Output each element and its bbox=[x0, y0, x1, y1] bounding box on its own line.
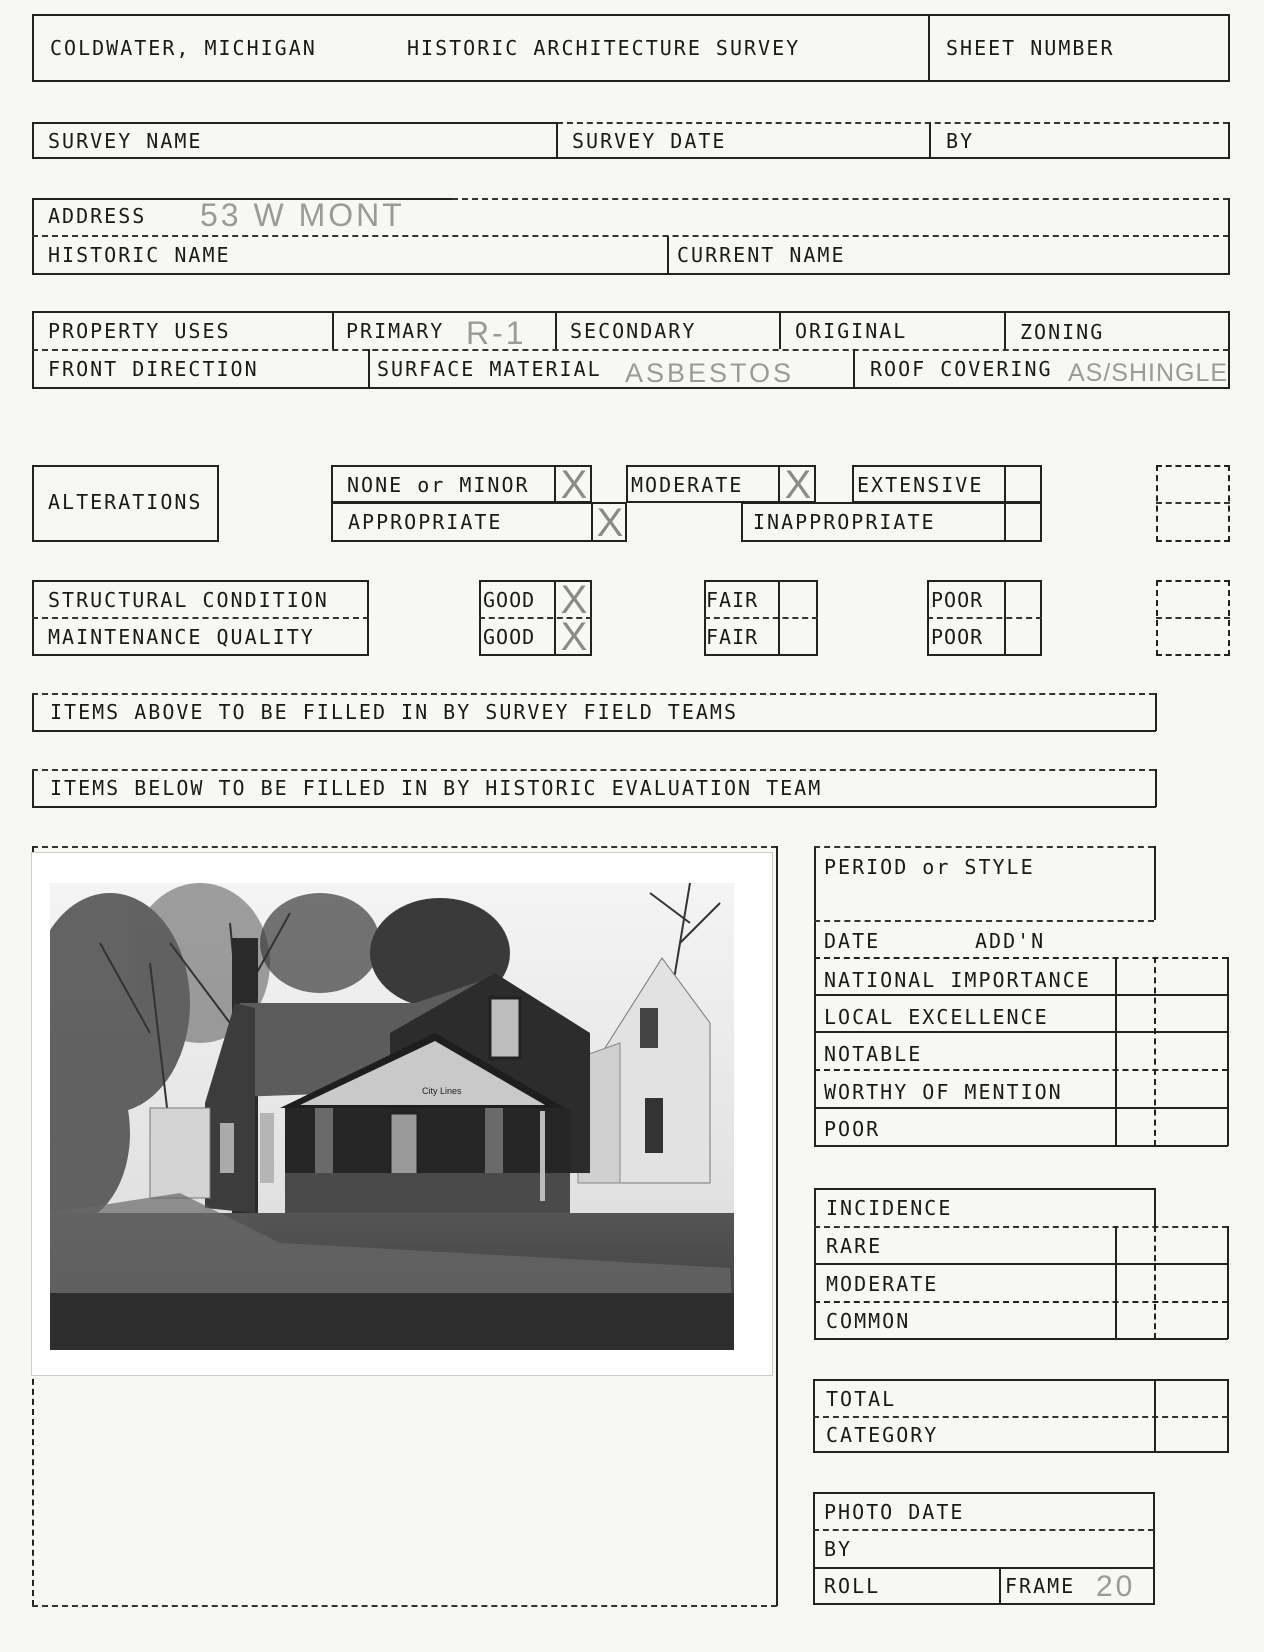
maintenance-good-label: GOOD bbox=[483, 625, 536, 649]
structural-condition-label: STRUCTURAL CONDITION bbox=[48, 588, 329, 612]
appropriate-label: APPROPRIATE bbox=[348, 510, 503, 534]
address-value: 53 W MONT bbox=[200, 197, 405, 233]
structural-poor-label: POOR bbox=[931, 588, 984, 612]
porch-sign: City Lines bbox=[422, 1086, 462, 1096]
street bbox=[50, 1293, 734, 1350]
frame-label: FRAME bbox=[1005, 1574, 1076, 1598]
house-photo bbox=[50, 883, 734, 1350]
eval-local-excellence: LOCAL EXCELLENCE bbox=[824, 1005, 1049, 1029]
structural-good-check[interactable]: X bbox=[560, 578, 588, 622]
photo-by-label: BY bbox=[824, 1537, 853, 1561]
incidence-label: INCIDENCE bbox=[826, 1196, 953, 1220]
date-label: DATE bbox=[824, 929, 881, 953]
city-title: COLDWATER, MICHIGAN bbox=[50, 36, 317, 60]
incidence-rare: RARE bbox=[826, 1234, 883, 1258]
maintenance-poor-label: POOR bbox=[931, 625, 984, 649]
maintenance-quality-label: MAINTENANCE QUALITY bbox=[48, 625, 315, 649]
moderate-label: MODERATE bbox=[631, 473, 744, 497]
structural-fair-label: FAIR bbox=[706, 588, 759, 612]
property-uses-label: PROPERTY USES bbox=[48, 319, 231, 343]
primary-label: PRIMARY bbox=[346, 319, 445, 343]
front-direction-label: FRONT DIRECTION bbox=[48, 357, 259, 381]
alterations-label: ALTERATIONS bbox=[48, 490, 203, 514]
incidence-common: COMMON bbox=[826, 1309, 911, 1333]
surface-material-value: ASBESTOS bbox=[625, 358, 795, 388]
primary-value: R-1 bbox=[466, 315, 527, 351]
appropriate-check[interactable]: X bbox=[596, 501, 624, 545]
none-minor-label: NONE or MINOR bbox=[347, 473, 530, 497]
photo-date-label: PHOTO DATE bbox=[824, 1500, 965, 1524]
roof-covering-value: AS/SHINGLE bbox=[1068, 359, 1229, 387]
total-label: TOTAL bbox=[826, 1387, 897, 1411]
category-label: CATEGORY bbox=[826, 1423, 939, 1447]
frame-value: 20 bbox=[1096, 1570, 1136, 1603]
note-evaluation-team: ITEMS BELOW TO BE FILLED IN BY HISTORIC EVALUATION TEAM bbox=[50, 776, 823, 800]
eval-worthy-of-mention: WORTHY OF MENTION bbox=[824, 1080, 1063, 1104]
note-field-teams: ITEMS ABOVE TO BE FILLED IN BY SURVEY FIELD TEAMS bbox=[50, 700, 739, 724]
eval-notable: NOTABLE bbox=[824, 1042, 923, 1066]
historic-name-label: HISTORIC NAME bbox=[48, 243, 231, 267]
surface-material-label: SURFACE MATERIAL bbox=[377, 357, 602, 381]
inappropriate-label: INAPPROPRIATE bbox=[753, 510, 936, 534]
address-label: ADDRESS bbox=[48, 204, 147, 228]
roll-label: ROLL bbox=[824, 1574, 881, 1598]
secondary-label: SECONDARY bbox=[570, 319, 697, 343]
extensive-label: EXTENSIVE bbox=[857, 473, 984, 497]
current-name-label: CURRENT NAME bbox=[677, 243, 846, 267]
sheet-number-label: SHEET NUMBER bbox=[946, 36, 1115, 60]
period-style-label: PERIOD or STYLE bbox=[824, 855, 1035, 879]
survey-name-label: SURVEY NAME bbox=[48, 129, 203, 153]
structural-good-label: GOOD bbox=[483, 588, 536, 612]
survey-title: HISTORIC ARCHITECTURE SURVEY bbox=[407, 36, 801, 60]
incidence-moderate: MODERATE bbox=[826, 1272, 939, 1296]
eval-national-importance: NATIONAL IMPORTANCE bbox=[824, 968, 1091, 992]
eval-poor: POOR bbox=[824, 1117, 881, 1141]
survey-by-label: BY bbox=[946, 129, 975, 153]
maintenance-good-check[interactable]: X bbox=[560, 615, 588, 659]
maintenance-fair-label: FAIR bbox=[706, 625, 759, 649]
roof-covering-label: ROOF COVERING bbox=[870, 357, 1053, 381]
original-label: ORIGINAL bbox=[795, 319, 908, 343]
none-minor-check[interactable]: X bbox=[560, 463, 588, 507]
survey-date-label: SURVEY DATE bbox=[572, 129, 727, 153]
zoning-label: ZONING bbox=[1020, 320, 1105, 344]
moderate-check[interactable]: X bbox=[784, 463, 812, 507]
addn-label: ADD'N bbox=[975, 929, 1046, 953]
